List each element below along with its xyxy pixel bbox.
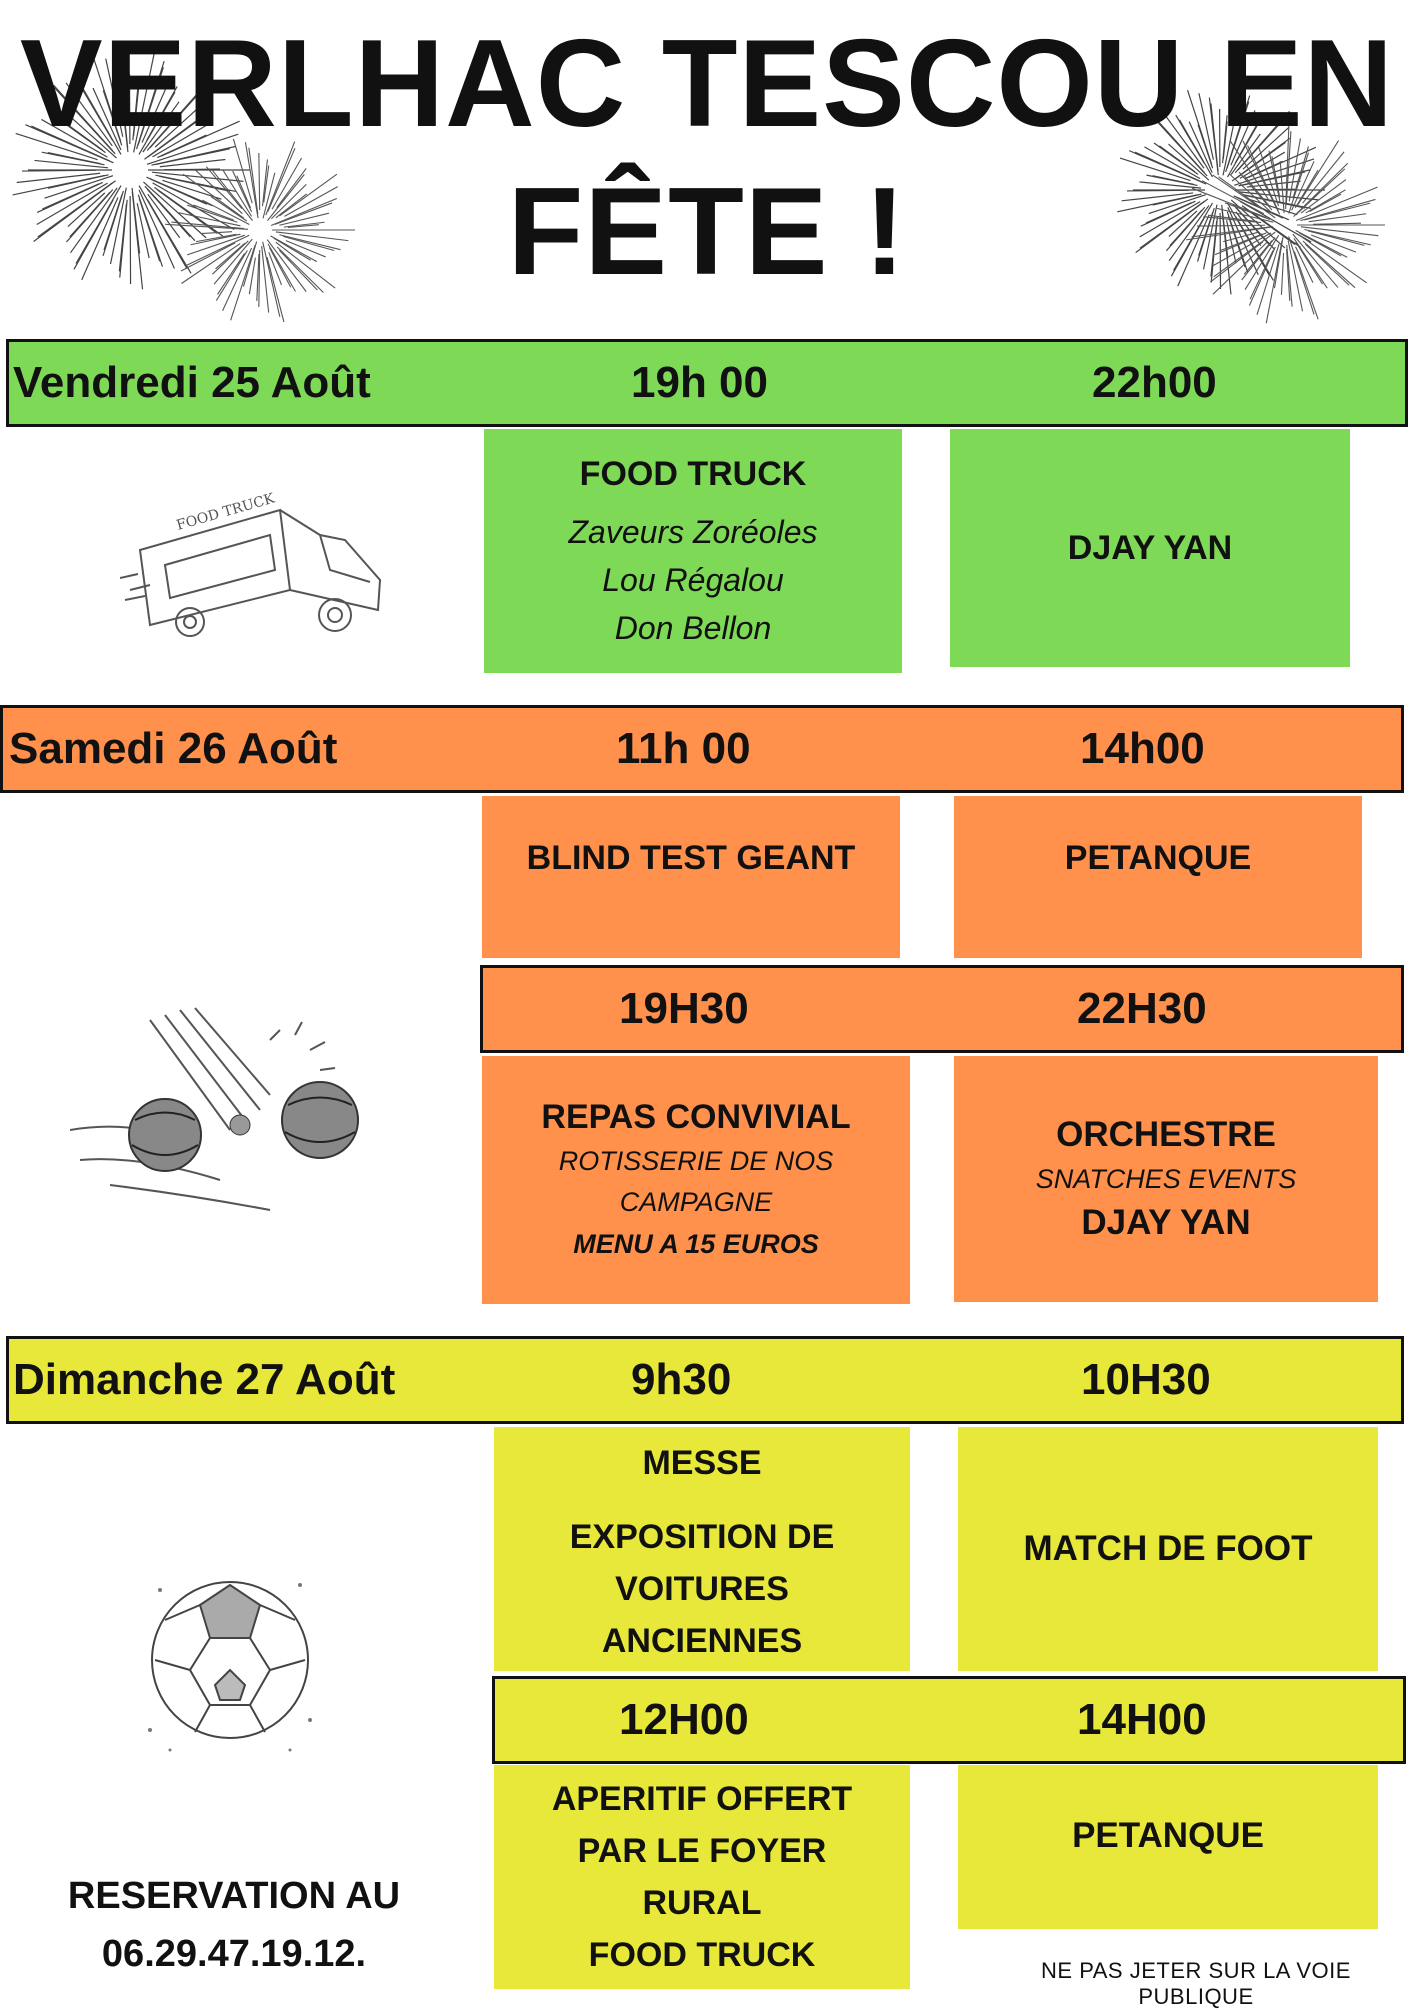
saturday-box3-heading: REPAS CONVIVIAL (541, 1094, 850, 1140)
sunday-box3-line1: APERITIF OFFERT (552, 1773, 852, 1825)
saturday-time2: 14h00 (1080, 708, 1205, 790)
saturday-petanque-box (954, 796, 1362, 958)
saturday-day: Samedi 26 Août (9, 708, 337, 790)
saturday-box2-heading: PETANQUE (1065, 839, 1251, 878)
saturday-blind-test-box (482, 796, 900, 958)
sunday-time4: 14H00 (1077, 1679, 1207, 1761)
footer-notice: NE PAS JETER SUR LA VOIE PUBLIQUE (986, 1958, 1406, 2010)
saturday-repas-box (482, 1056, 910, 1304)
page-title-line2: FÊTE ! (0, 170, 1414, 294)
saturday-box1-heading: BLIND TEST GEANT (527, 839, 856, 878)
sunday-box1-line3: VOITURES (615, 1563, 789, 1615)
saturday-orchestre-box (954, 1056, 1378, 1302)
sunday-box2-heading: MATCH DE FOOT (1023, 1529, 1312, 1569)
reservation-line1: RESERVATION AU (44, 1872, 424, 1920)
friday-food-truck-box (484, 429, 902, 673)
friday-box1-item1: Zaveurs Zoréoles (569, 508, 818, 556)
food-truck-icon (120, 490, 390, 650)
saturday-box3-line1: ROTISSERIE DE NOS (559, 1140, 834, 1182)
sunday-box3-line4: FOOD TRUCK (589, 1929, 816, 1981)
sunday-aperitif-box (494, 1765, 910, 1989)
sunday-header-bar (6, 1336, 1404, 1424)
friday-box1-item3: Don Bellon (615, 604, 772, 652)
saturday-evening-bar (480, 965, 1404, 1053)
sunday-petanque-box (958, 1765, 1378, 1929)
sunday-box1-line4: ANCIENNES (602, 1615, 802, 1667)
sunday-day: Dimanche 27 Août (13, 1339, 395, 1421)
football-icon (140, 1560, 320, 1760)
sunday-box3-line2: PAR LE FOYER (578, 1825, 827, 1877)
saturday-box4-line2: DJAY YAN (1081, 1199, 1250, 1247)
saturday-time4: 22H30 (1077, 968, 1207, 1050)
food-truck-label: FOOD TRUCK (175, 490, 277, 533)
petanque-balls-icon (70, 980, 390, 1230)
saturday-box4-heading: ORCHESTRE (1056, 1111, 1276, 1159)
sunday-time3: 12H00 (619, 1679, 749, 1761)
saturday-header-bar (0, 705, 1404, 793)
page-title-line1: VERLHAC TESCOU EN (0, 22, 1414, 146)
friday-box1-heading: FOOD TRUCK (580, 450, 807, 498)
saturday-time3: 19H30 (619, 968, 749, 1050)
friday-day: Vendredi 25 Août (13, 342, 371, 424)
saturday-box3-line2: CAMPAGNE (620, 1182, 773, 1222)
friday-dj-box (950, 429, 1350, 667)
friday-box1-item2: Lou Régalou (602, 556, 783, 604)
sunday-time2: 10H30 (1081, 1339, 1211, 1421)
sunday-time1: 9h30 (631, 1339, 731, 1421)
friday-box2-heading: DJAY YAN (1068, 529, 1232, 568)
saturday-box4-line1: SNATCHES EVENTS (1036, 1159, 1297, 1199)
friday-time2: 22h00 (1092, 342, 1217, 424)
saturday-time1: 11h 00 (616, 708, 751, 790)
friday-time1: 19h 00 (631, 342, 768, 424)
sunday-box1-line2: EXPOSITION DE (570, 1511, 835, 1563)
sunday-midday-bar (492, 1676, 1406, 1764)
sunday-messe-box (494, 1427, 910, 1671)
sunday-box3-line3: RURAL (643, 1877, 762, 1929)
sunday-foot-box (958, 1427, 1378, 1671)
saturday-box3-line3: MENU A 15 EUROS (573, 1222, 819, 1266)
reservation-phone: 06.29.47.19.12. (44, 1930, 424, 1978)
sunday-box1-line1: MESSE (642, 1437, 761, 1489)
sunday-box4-heading: PETANQUE (1072, 1816, 1264, 1856)
friday-header-bar (6, 339, 1408, 427)
